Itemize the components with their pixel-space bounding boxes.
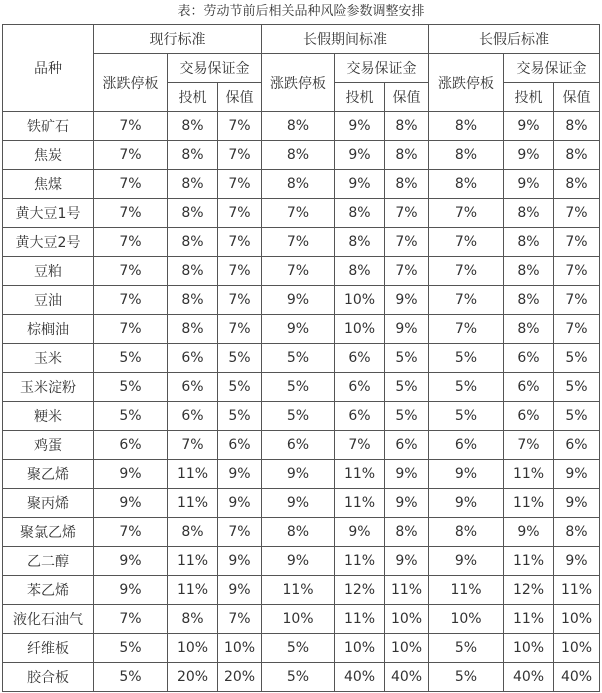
value-cell: 5%: [554, 373, 600, 402]
value-cell: 7%: [504, 431, 554, 460]
value-cell: 6%: [168, 344, 218, 373]
value-cell: 7%: [218, 518, 262, 547]
value-cell: 11%: [385, 576, 429, 605]
value-cell: 9%: [335, 170, 385, 199]
value-cell: 7%: [218, 170, 262, 199]
value-cell: 9%: [335, 518, 385, 547]
value-cell: 11%: [504, 460, 554, 489]
value-cell: 8%: [504, 199, 554, 228]
value-cell: 5%: [218, 344, 262, 373]
value-cell: 20%: [218, 663, 262, 692]
value-cell: 11%: [504, 547, 554, 576]
value-cell: 9%: [94, 576, 168, 605]
value-cell: 7%: [168, 431, 218, 460]
variety-name: 纤维板: [3, 634, 94, 663]
value-cell: 8%: [385, 518, 429, 547]
value-cell: 5%: [218, 373, 262, 402]
value-cell: 7%: [218, 199, 262, 228]
value-cell: 10%: [385, 634, 429, 663]
value-cell: 7%: [94, 199, 168, 228]
value-cell: 9%: [218, 547, 262, 576]
value-cell: 8%: [168, 315, 218, 344]
value-cell: 8%: [335, 257, 385, 286]
value-cell: 12%: [504, 576, 554, 605]
value-cell: 7%: [94, 257, 168, 286]
value-cell: 7%: [94, 315, 168, 344]
value-cell: 6%: [554, 431, 600, 460]
value-cell: 7%: [385, 199, 429, 228]
value-cell: 9%: [554, 547, 600, 576]
variety-name: 苯乙烯: [3, 576, 94, 605]
header-hedge: 保值: [385, 83, 429, 112]
value-cell: 6%: [218, 431, 262, 460]
value-cell: 9%: [262, 286, 335, 315]
value-cell: 10%: [504, 634, 554, 663]
value-cell: 11%: [504, 605, 554, 634]
value-cell: 7%: [94, 605, 168, 634]
table-row: [3, 170, 600, 199]
value-cell: 7%: [429, 228, 504, 257]
value-cell: 9%: [262, 547, 335, 576]
value-cell: 10%: [429, 605, 504, 634]
value-cell: 6%: [262, 431, 335, 460]
value-cell: 11%: [554, 576, 600, 605]
variety-name: 玉米淀粉: [3, 373, 94, 402]
value-cell: 11%: [168, 460, 218, 489]
value-cell: 7%: [554, 286, 600, 315]
value-cell: 9%: [218, 460, 262, 489]
value-cell: 40%: [504, 663, 554, 692]
value-cell: 8%: [554, 518, 600, 547]
value-cell: 5%: [94, 344, 168, 373]
value-cell: 8%: [168, 170, 218, 199]
value-cell: 8%: [429, 141, 504, 170]
value-cell: 6%: [94, 431, 168, 460]
value-cell: 9%: [262, 315, 335, 344]
value-cell: 5%: [94, 373, 168, 402]
value-cell: 8%: [385, 141, 429, 170]
value-cell: 9%: [429, 547, 504, 576]
value-cell: 7%: [554, 257, 600, 286]
value-cell: 7%: [554, 315, 600, 344]
value-cell: 9%: [262, 489, 335, 518]
value-cell: 7%: [218, 228, 262, 257]
value-cell: 8%: [554, 170, 600, 199]
value-cell: 10%: [335, 634, 385, 663]
value-cell: 8%: [429, 170, 504, 199]
variety-name: 液化石油气: [3, 605, 94, 634]
value-cell: 10%: [218, 634, 262, 663]
value-cell: 7%: [554, 199, 600, 228]
header-speculation: 投机: [335, 83, 385, 112]
variety-name: 玉米: [3, 344, 94, 373]
value-cell: 9%: [335, 141, 385, 170]
value-cell: 7%: [262, 199, 335, 228]
value-cell: 7%: [429, 286, 504, 315]
value-cell: 11%: [335, 460, 385, 489]
value-cell: 11%: [262, 576, 335, 605]
value-cell: 7%: [218, 112, 262, 141]
value-cell: 5%: [429, 402, 504, 431]
value-cell: 7%: [94, 112, 168, 141]
table-row: [3, 199, 600, 228]
value-cell: 7%: [218, 315, 262, 344]
value-cell: 9%: [504, 112, 554, 141]
value-cell: 8%: [168, 257, 218, 286]
value-cell: 7%: [385, 228, 429, 257]
value-cell: 5%: [554, 344, 600, 373]
value-cell: 7%: [218, 605, 262, 634]
variety-name: 粳米: [3, 402, 94, 431]
value-cell: 40%: [335, 663, 385, 692]
value-cell: 5%: [429, 344, 504, 373]
table-row: [3, 663, 600, 692]
variety-name: 鸡蛋: [3, 431, 94, 460]
table-row: [3, 518, 600, 547]
value-cell: 8%: [168, 228, 218, 257]
header-hedge: 保值: [218, 83, 262, 112]
table-row: [3, 431, 600, 460]
value-cell: 8%: [554, 141, 600, 170]
value-cell: 6%: [168, 402, 218, 431]
value-cell: 10%: [335, 286, 385, 315]
variety-name: 胶合板: [3, 663, 94, 692]
value-cell: 5%: [554, 402, 600, 431]
table-row: [3, 460, 600, 489]
value-cell: 8%: [262, 518, 335, 547]
header-margin: 交易保证金: [168, 54, 262, 83]
value-cell: 11%: [335, 605, 385, 634]
variety-name: 豆粕: [3, 257, 94, 286]
variety-name: 棕榈油: [3, 315, 94, 344]
value-cell: 6%: [335, 344, 385, 373]
table-row: [3, 634, 600, 663]
value-cell: 7%: [94, 228, 168, 257]
header-holiday-standard: 长假期间标准: [262, 25, 429, 54]
table-row: [3, 344, 600, 373]
variety-name: 豆油: [3, 286, 94, 315]
value-cell: 9%: [385, 547, 429, 576]
table-row: [3, 141, 600, 170]
value-cell: 8%: [168, 141, 218, 170]
value-cell: 8%: [504, 315, 554, 344]
value-cell: 10%: [554, 634, 600, 663]
value-cell: 11%: [168, 576, 218, 605]
value-cell: 7%: [335, 431, 385, 460]
value-cell: 6%: [504, 344, 554, 373]
variety-name: 黄大豆1号: [3, 199, 94, 228]
value-cell: 7%: [262, 228, 335, 257]
value-cell: 8%: [168, 112, 218, 141]
value-cell: 6%: [504, 402, 554, 431]
table-title: 表：劳动节前后相关品种风险参数调整安排: [177, 4, 425, 19]
value-cell: 5%: [94, 402, 168, 431]
value-cell: 10%: [262, 605, 335, 634]
variety-name: 乙二醇: [3, 547, 94, 576]
value-cell: 9%: [504, 141, 554, 170]
variety-name: 聚氯乙烯: [3, 518, 94, 547]
value-cell: 6%: [168, 373, 218, 402]
value-cell: 7%: [94, 518, 168, 547]
table-row: [3, 576, 600, 605]
value-cell: 7%: [94, 286, 168, 315]
header-limit: 涨跌停板: [94, 54, 168, 112]
value-cell: 8%: [168, 199, 218, 228]
variety-name: 黄大豆2号: [3, 228, 94, 257]
value-cell: 9%: [218, 489, 262, 518]
value-cell: 11%: [429, 576, 504, 605]
value-cell: 11%: [168, 547, 218, 576]
table-row: [3, 315, 600, 344]
value-cell: 5%: [262, 402, 335, 431]
value-cell: 12%: [335, 576, 385, 605]
value-cell: 8%: [429, 518, 504, 547]
table-row: [3, 547, 600, 576]
value-cell: 5%: [429, 634, 504, 663]
variety-name: 铁矿石: [3, 112, 94, 141]
variety-name: 聚乙烯: [3, 460, 94, 489]
value-cell: 5%: [94, 634, 168, 663]
value-cell: 7%: [218, 286, 262, 315]
value-cell: 10%: [385, 605, 429, 634]
value-cell: 8%: [385, 170, 429, 199]
value-cell: 8%: [504, 286, 554, 315]
value-cell: 7%: [94, 170, 168, 199]
value-cell: 5%: [262, 634, 335, 663]
variety-name: 焦炭: [3, 141, 94, 170]
value-cell: 10%: [168, 634, 218, 663]
value-cell: 9%: [94, 547, 168, 576]
value-cell: 8%: [335, 228, 385, 257]
value-cell: 8%: [504, 257, 554, 286]
table-row: [3, 228, 600, 257]
value-cell: 8%: [262, 170, 335, 199]
value-cell: 9%: [429, 489, 504, 518]
value-cell: 5%: [385, 344, 429, 373]
value-cell: 6%: [504, 373, 554, 402]
value-cell: 8%: [504, 228, 554, 257]
header-limit: 涨跌停板: [429, 54, 504, 112]
variety-name: 聚丙烯: [3, 489, 94, 518]
value-cell: 7%: [94, 141, 168, 170]
header-post-holiday-standard: 长假后标准: [429, 25, 600, 54]
header-limit: 涨跌停板: [262, 54, 335, 112]
value-cell: 9%: [385, 286, 429, 315]
value-cell: 6%: [335, 402, 385, 431]
value-cell: 5%: [429, 373, 504, 402]
value-cell: 9%: [385, 460, 429, 489]
value-cell: 11%: [335, 489, 385, 518]
table-row: [3, 112, 600, 141]
value-cell: 9%: [429, 460, 504, 489]
value-cell: 5%: [385, 373, 429, 402]
header-margin: 交易保证金: [504, 54, 600, 83]
value-cell: 6%: [385, 431, 429, 460]
value-cell: 8%: [262, 112, 335, 141]
value-cell: 7%: [385, 257, 429, 286]
value-cell: 7%: [262, 257, 335, 286]
value-cell: 6%: [335, 373, 385, 402]
value-cell: 8%: [335, 199, 385, 228]
value-cell: 8%: [385, 112, 429, 141]
value-cell: 8%: [168, 605, 218, 634]
value-cell: 5%: [429, 663, 504, 692]
value-cell: 7%: [429, 199, 504, 228]
value-cell: 5%: [262, 373, 335, 402]
header-current-standard: 现行标准: [94, 25, 262, 54]
value-cell: 5%: [218, 402, 262, 431]
value-cell: 40%: [554, 663, 600, 692]
value-cell: 11%: [168, 489, 218, 518]
table-row: [3, 373, 600, 402]
value-cell: 8%: [168, 286, 218, 315]
value-cell: 9%: [385, 315, 429, 344]
value-cell: 8%: [168, 518, 218, 547]
value-cell: 7%: [218, 257, 262, 286]
value-cell: 7%: [429, 315, 504, 344]
value-cell: 9%: [504, 518, 554, 547]
value-cell: 9%: [504, 170, 554, 199]
variety-name: 焦煤: [3, 170, 94, 199]
value-cell: 7%: [554, 228, 600, 257]
value-cell: 5%: [262, 663, 335, 692]
value-cell: 5%: [94, 663, 168, 692]
value-cell: 10%: [554, 605, 600, 634]
value-cell: 40%: [385, 663, 429, 692]
value-cell: 9%: [554, 489, 600, 518]
value-cell: 9%: [218, 576, 262, 605]
value-cell: 9%: [94, 489, 168, 518]
header-speculation: 投机: [168, 83, 218, 112]
table-row: [3, 489, 600, 518]
value-cell: 9%: [262, 460, 335, 489]
header-speculation: 投机: [504, 83, 554, 112]
value-cell: 20%: [168, 663, 218, 692]
header-variety: 品种: [3, 25, 94, 112]
table-row: [3, 257, 600, 286]
table-row: [3, 605, 600, 634]
table-row: [3, 286, 600, 315]
value-cell: 11%: [504, 489, 554, 518]
value-cell: 5%: [262, 344, 335, 373]
value-cell: 8%: [262, 141, 335, 170]
value-cell: 9%: [385, 489, 429, 518]
value-cell: 10%: [335, 315, 385, 344]
header-hedge: 保值: [554, 83, 600, 112]
table-row: [3, 402, 600, 431]
value-cell: 6%: [429, 431, 504, 460]
value-cell: 9%: [335, 112, 385, 141]
value-cell: 8%: [554, 112, 600, 141]
value-cell: 8%: [429, 112, 504, 141]
value-cell: 7%: [218, 141, 262, 170]
value-cell: 9%: [554, 460, 600, 489]
header-margin: 交易保证金: [335, 54, 429, 83]
value-cell: 7%: [429, 257, 504, 286]
value-cell: 9%: [94, 460, 168, 489]
value-cell: 11%: [335, 547, 385, 576]
risk-parameter-table: [2, 24, 600, 692]
value-cell: 5%: [385, 402, 429, 431]
